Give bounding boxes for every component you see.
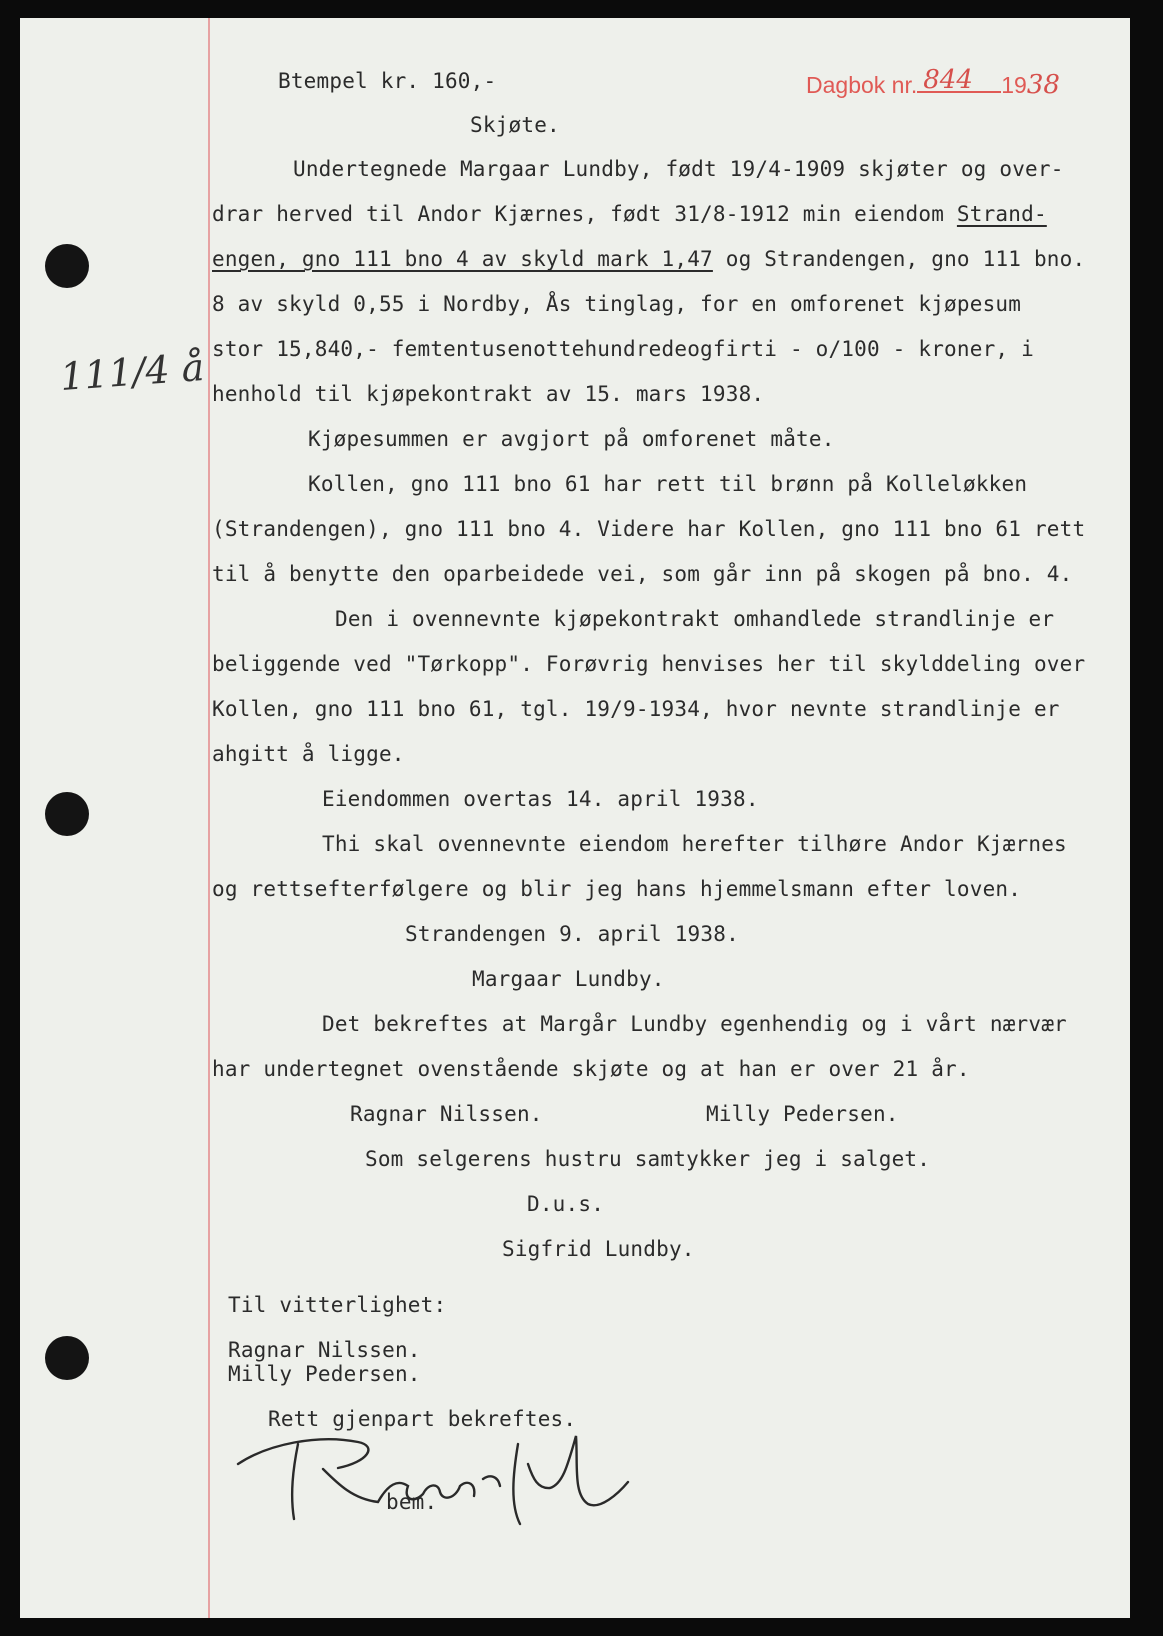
body-line: til å benytte den oparbeidede vei, som går inn på skogen på bno. 4. — [212, 562, 1073, 586]
punch-hole — [45, 792, 89, 836]
body-line: 8 av skyld 0,55 i Nordby, Ås tinglag, for en omforenet kjøpesum — [212, 292, 1022, 316]
seller-signature-name: Margaar Lundby. — [472, 967, 665, 991]
body-line: beliggende ved "Tørkopp". Forøvrig henvises her til skylddeling over — [212, 652, 1086, 676]
body-line — [212, 246, 1085, 272]
stamp-duty-line: Btempel kr. 160,- — [278, 69, 497, 93]
body-line: henhold til kjøpekontrakt av 15. mars 1938. — [212, 382, 765, 406]
handwritten-signature — [228, 1424, 648, 1534]
underlined-text: engen, gno 111 bno 4 av skyld mark 1,47 — [212, 247, 713, 271]
attestation-heading: Til vitterlighet: — [228, 1293, 447, 1317]
diary-number-stamp — [806, 65, 1060, 100]
punch-hole — [45, 244, 89, 288]
body-line: stor 15,840,- femtentusenottehundredeogfirti - o/100 - kroner, i — [212, 337, 1034, 361]
stamp-label: Dagbok nr. — [806, 72, 918, 98]
body-line: Som selgerens hustru samtykker jeg i salget. — [365, 1147, 931, 1171]
attestation-name: Ragnar Nilssen. — [228, 1338, 421, 1362]
witness-name: Milly Pedersen. — [706, 1102, 899, 1126]
stamp-year-prefix: 19 — [1001, 72, 1027, 98]
abbreviation-line: D.u.s. — [527, 1192, 605, 1216]
attestation-name: Milly Pedersen. — [228, 1362, 421, 1386]
body-text: drar herved til Andor Kjærnes, født 31/8-1912 min eiendom — [212, 202, 957, 226]
body-line: Eiendommen overtas 14. april 1938. — [322, 787, 759, 811]
stamp-number: 844 — [923, 65, 973, 95]
spouse-signature-name: Sigfrid Lundby. — [502, 1237, 695, 1261]
signature-caption: bem. — [386, 1490, 438, 1514]
punch-hole — [45, 1336, 89, 1380]
margin-handwritten-note: 111/4 å — [58, 345, 206, 399]
body-line: ahgitt å ligge. — [212, 742, 405, 766]
underlined-text: Strand- — [956, 202, 1047, 226]
document-title: Skjøte. — [470, 113, 560, 137]
body-line: (Strandengen), gno 111 bno 4. Videre har Kollen, gno 111 bno 61 rett — [212, 517, 1086, 541]
body-line: har undertegnet ovenstående skjøte og at han er over 21 år. — [212, 1057, 970, 1081]
certification-line: Rett gjenpart bekreftes. — [268, 1407, 577, 1431]
place-date-line: Strandengen 9. april 1938. — [405, 922, 739, 946]
stamp-year-suffix: 38 — [1026, 70, 1060, 100]
margin-rule — [208, 18, 210, 1618]
body-text: og Strandengen, gno 111 bno. — [712, 247, 1086, 271]
body-line: Kollen, gno 111 bno 61, tgl. 19/9-1934, hvor nevnte strandlinje er — [212, 697, 1060, 721]
body-line: Undertegnede Margaar Lundby, født 19/4-1909 skjøter og over- — [293, 157, 1064, 181]
witness-name: Ragnar Nilssen. — [350, 1102, 543, 1126]
body-line: Kjøpesummen er avgjort på omforenet måte. — [308, 427, 835, 451]
body-line — [212, 201, 1047, 227]
body-line: Den i ovennevnte kjøpekontrakt omhandlede strandlinje er — [335, 607, 1055, 631]
body-line: Thi skal ovennevnte eiendom herefter tilhøre Andor Kjærnes — [322, 832, 1067, 856]
body-line: Kollen, gno 111 bno 61 har rett til brønn på Kolleløkken — [308, 472, 1028, 496]
body-line: Det bekreftes at Margår Lundby egenhendig og i vårt nærvær — [322, 1012, 1067, 1036]
body-line: og rettsefterfølgere og blir jeg hans hjemmelsmann efter loven. — [212, 877, 1022, 901]
